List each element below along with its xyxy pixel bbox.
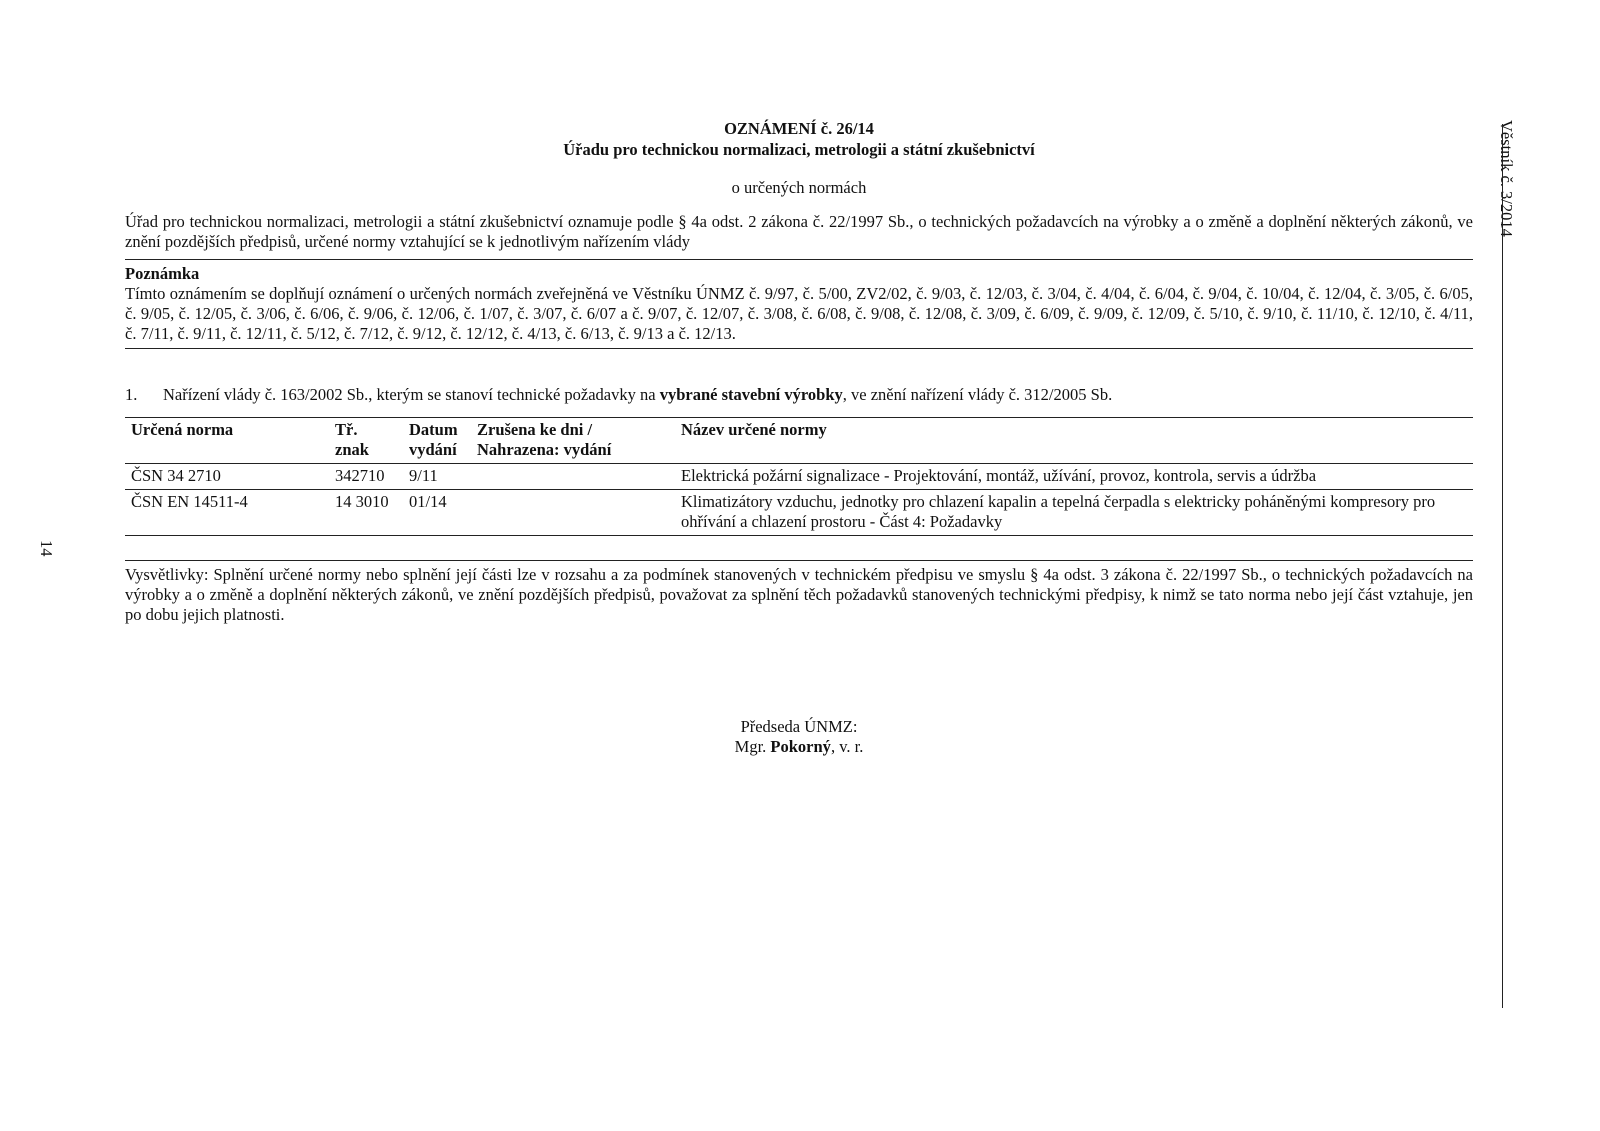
signature-name: Pokorný xyxy=(770,737,831,756)
notice-subject: o určených normách xyxy=(731,178,867,197)
cell-zrusena xyxy=(471,464,675,490)
header-datum xyxy=(403,418,471,464)
explanation-paragraph: Vysvětlivky: Splnění určené normy nebo splnění její části lze v rozsahu a za podmínek stanovených v technickém předpisu ve smyslu § 4a odst. 3 zákona č. 22/1997 Sb., o technických požadavcích na výrobky a o změně a doplnění některých zákonů, ve znění pozdějších předpisů, považovat za splnění těch požadavků stanovených technickými předpisy, k nimž se tato norma nebo její část vztahuje, jen po dobu jejich platnosti. xyxy=(125,560,1473,625)
table-row xyxy=(125,464,1473,490)
notice-title: OZNÁMENÍ č. 26/14 xyxy=(724,119,874,138)
cell-nazev: Klimatizátory vzduchu, jednotky pro chlazení kapalin a tepelná čerpadla s elektricky poháněnými kompresory pro ohřívání a chlazení prostoru - Část 4: Požadavky xyxy=(675,490,1473,536)
standards-table xyxy=(125,417,1473,536)
section-number: 1. xyxy=(125,385,138,404)
cell-znak: 342710 xyxy=(329,464,403,490)
section-text-start: Nařízení vlády č. 163/2002 Sb., kterým se stanoví technické požadavky na xyxy=(163,385,660,404)
signature-prefix: Mgr. xyxy=(734,737,771,756)
header-datum-line1: Datum xyxy=(409,420,458,439)
section-text xyxy=(163,385,1112,405)
cell-norma: ČSN EN 14511-4 xyxy=(125,490,329,536)
header-zrusena-line2: Nahrazena: vydání xyxy=(477,440,612,459)
signature-block xyxy=(125,717,1473,757)
signature-role: Předseda ÚNMZ: xyxy=(740,717,858,736)
header-znak-line1: Tř. xyxy=(335,420,358,439)
header-znak xyxy=(329,418,403,464)
signature-suffix: , v. r. xyxy=(830,737,864,756)
header-nazev: Název určené normy xyxy=(675,418,1473,464)
cell-zrusena xyxy=(471,490,675,536)
header-datum-line2: vydání xyxy=(409,440,457,459)
section-heading xyxy=(125,385,1473,405)
cell-znak: 14 3010 xyxy=(329,490,403,536)
cell-datum: 01/14 xyxy=(403,490,471,536)
header-zrusena xyxy=(471,418,675,464)
cell-datum: 9/11 xyxy=(403,464,471,490)
note-title: Poznámka xyxy=(125,264,200,283)
page-number: 14 xyxy=(37,540,56,557)
section-text-bold: vybrané stavební výrobky xyxy=(659,385,843,404)
note-text: Tímto oznámením se doplňují oznámení o určených normách zveřejněná ve Věstníku ÚNMZ č. 9/97, č. 5/00, ZV2/02, č. 9/03, č. 12/03, č. 3/04, č. 4/04, č. 6/04, č. 9/04, č. 10/04, č. 12/04, č. 3/05, č. 6/05, č. 9/05, č. 12/05, č. 3/06, č. 6/06, č. 9/06, č. 12/06, č. 1/07, č. 3/07, č. 6/07 a č. 9/07, č. 12/07, č. 3/08, č. 6/08, č. 9/08, č. 12/08, č. 3/09, č. 6/09, č. 9/09, č. 12/09, č. 5/10, č. 9/10, č. 11/10, č. 12/10, č. 4/11, č. 7/11, č. 9/11, č. 12/11, č. 5/12, č. 7/12, č. 9/12, č. 12/12, č. 4/13, č. 6/13, č. 9/13 a č. 12/13. xyxy=(125,284,1473,343)
table-row xyxy=(125,490,1473,536)
cell-norma: ČSN 34 2710 xyxy=(125,464,329,490)
cell-nazev: Elektrická požární signalizace - Projektování, montáž, užívání, provoz, kontrola, servis a údržba xyxy=(675,464,1473,490)
signature-name-line xyxy=(125,737,1473,757)
note-box xyxy=(125,259,1473,349)
header-norma: Určená norma xyxy=(125,418,329,464)
document-page xyxy=(125,118,1473,757)
header-zrusena-line1: Zrušena ke dni / xyxy=(477,420,593,439)
intro-paragraph: Úřad pro technickou normalizaci, metrologii a státní zkušebnictví oznamuje podle § 4a odst. 2 zákona č. 22/1997 Sb., o technických požadavcích na výrobky a o změně a doplnění některých zákonů, ve znění pozdějších předpisů, určené normy vztahující se k jednotlivým nařízením vlády xyxy=(125,212,1473,251)
margin-rule xyxy=(1502,124,1503,1008)
journal-issue-label: Věstník č. 3/2014 xyxy=(1497,120,1516,237)
header-znak-line2: znak xyxy=(335,440,369,459)
table-header-row xyxy=(125,418,1473,464)
notice-office: Úřadu pro technickou normalizaci, metrologii a státní zkušebnictví xyxy=(563,140,1035,159)
section-text-end: , ve znění nařízení vlády č. 312/2005 Sb. xyxy=(842,385,1113,404)
